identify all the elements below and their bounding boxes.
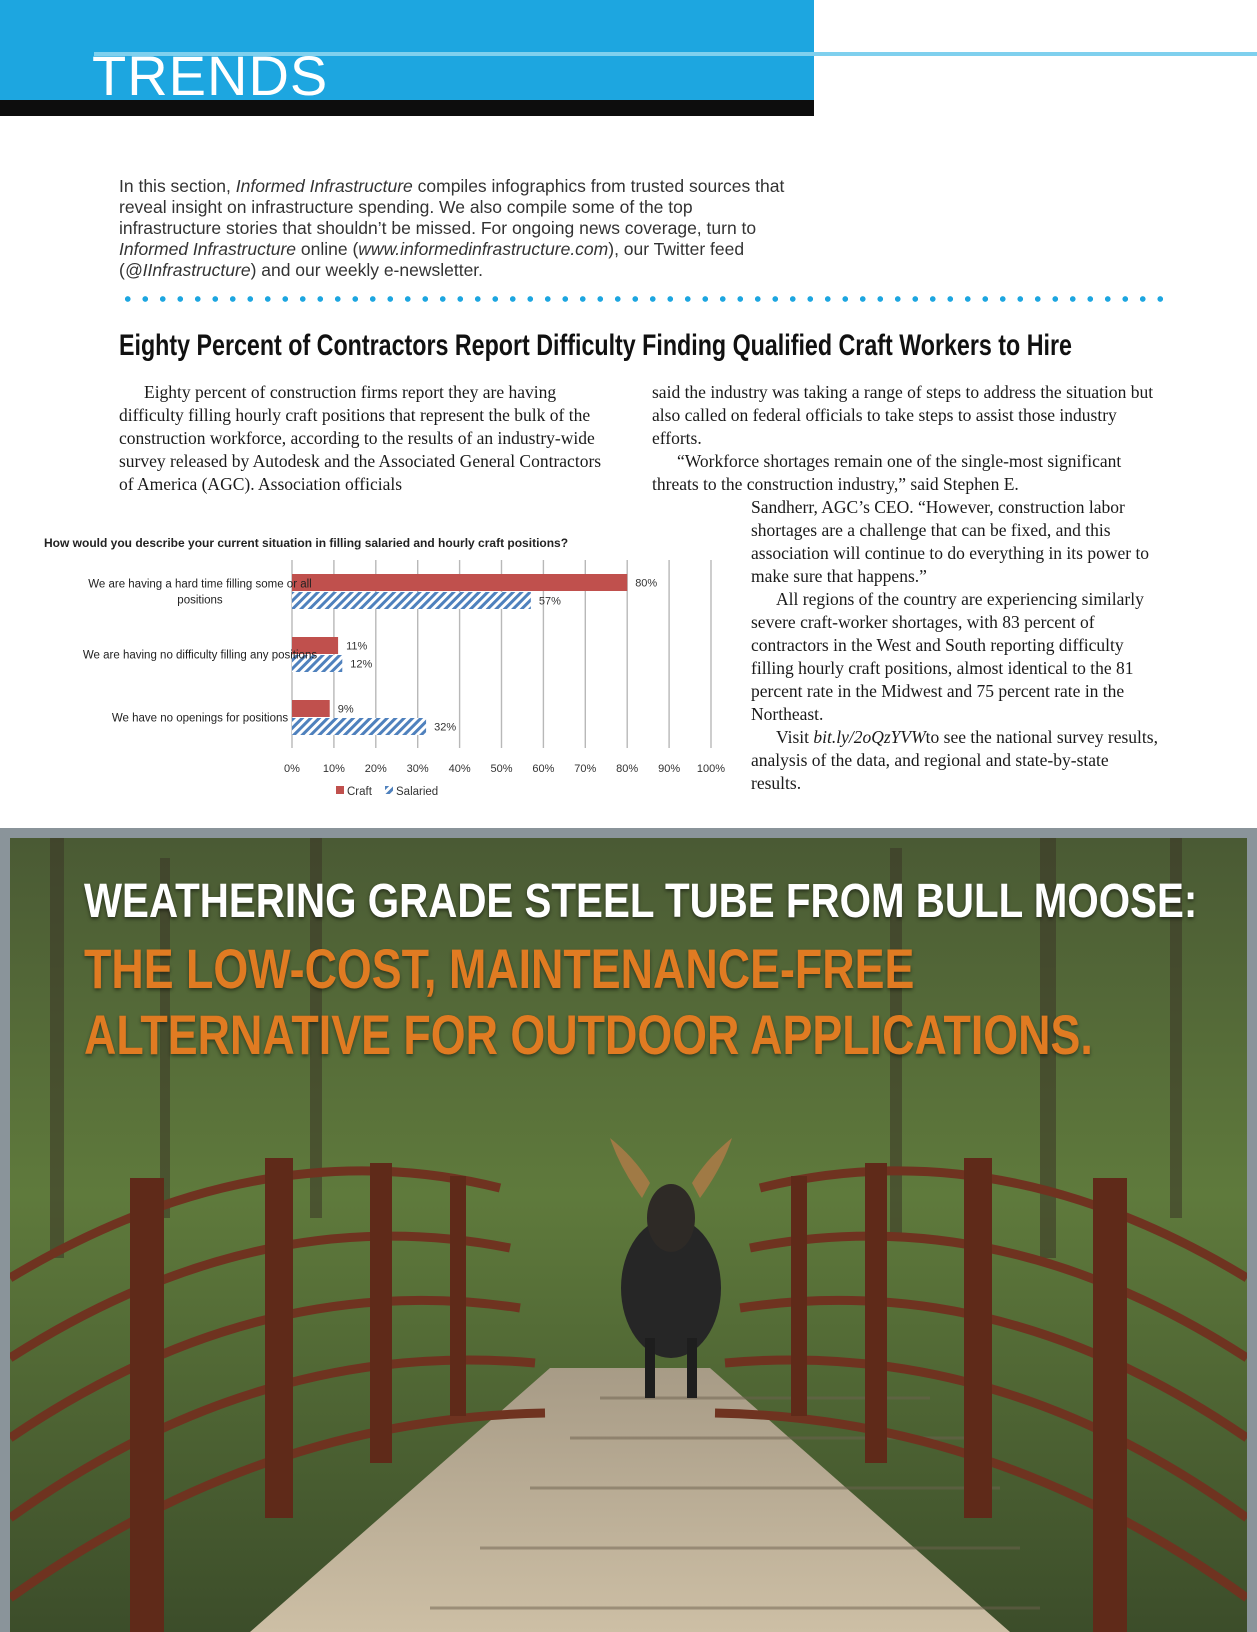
ad-image <box>10 838 1247 1632</box>
chart-x-axis <box>284 763 725 775</box>
chart-x-tick-label: 60% <box>532 763 555 775</box>
legend-label-craft: Craft <box>347 786 372 798</box>
article-quote-cont: Sandherr, AGC’s CEO. “However, construction labor shortages are a challenge that can be fixed, and this association will continue to do everything in its power to make sure that happens.” <box>751 497 1150 586</box>
article-paragraph: said the industry was taking a range of steps to address the situation but also called on federal officials to take steps to assist those industry efforts. <box>652 382 1154 448</box>
chart-data-label: 12% <box>350 658 373 671</box>
article-column-right-bottom <box>751 496 1163 795</box>
chart-x-tick-label: 80% <box>616 763 639 775</box>
intro-text: ) and our weekly e-newsletter. <box>250 259 484 280</box>
intro-paragraph <box>119 176 799 281</box>
article-text: Visit <box>776 727 814 747</box>
chart-category-label: We are having no difficulty filling any positions <box>82 649 318 662</box>
intro-text: ), our Twitter feed ( <box>119 238 745 280</box>
chart-x-tick-label: 90% <box>658 763 681 775</box>
chart-bars <box>292 574 657 735</box>
legend-label-salaried: Salaried <box>396 786 439 798</box>
chart-category-label: We are having a hard time filling some or all <box>88 578 312 591</box>
chart-y-axis <box>83 579 317 725</box>
chart-data-label: 57% <box>538 595 561 608</box>
article-paragraph <box>751 726 1163 795</box>
intro-text: compiles infographics from trusted sources that reveal insight on infrastructure spending. We also compile some of the top infrastructure stories that shouldn’t be missed. For ongoing news coverage, turn to <box>119 175 785 238</box>
chart-category-label: We have no openings for positions <box>111 712 289 725</box>
dotted-divider <box>119 295 1164 303</box>
article-quote: “Workforce shortages remain one of the single-most significant threats to the construction industry,” said Stephen E. <box>652 451 1122 494</box>
intro-publication-name: Informed Infrastructure <box>235 175 413 196</box>
chart-title: How would you describe your current situation in filling salaried and hourly craft positions? <box>44 536 569 550</box>
bull-moose-advertisement[interactable] <box>0 828 1257 1632</box>
chart-legend <box>336 786 438 798</box>
article-paragraph: All regions of the country are experiencing similarly severe craft-worker shortages, with 83 percent of contractors in the West and South reporting difficulty filling hourly craft positions, almost identical to the 81 percent rate in the Midwest and 75 percent rate in the Northeast. <box>751 589 1144 724</box>
section-title: TRENDS <box>92 44 329 107</box>
intro-website-link[interactable]: www.informedinfrastructure.com <box>358 238 609 259</box>
article-headline: Eighty Percent of Contractors Report Difficulty Finding Qualified Craft Workers to Hire <box>119 329 1072 362</box>
article-column-right-top <box>652 381 1162 496</box>
chart-bar-salaried <box>292 718 426 735</box>
chart-data-label: 80% <box>635 577 658 590</box>
chart-data-label: 9% <box>337 703 354 716</box>
intro-publication-name: Informed Infrastructure <box>119 238 297 259</box>
chart-data-label: 11% <box>346 640 368 653</box>
legend-swatch-craft <box>336 786 344 794</box>
chart-x-tick-label: 40% <box>448 763 471 775</box>
intro-text: online ( <box>296 238 359 259</box>
chart-x-tick-label: 10% <box>322 763 345 775</box>
chart-bar-craft <box>292 574 627 591</box>
chart-x-tick-label: 0% <box>284 763 300 775</box>
legend-swatch-salaried <box>385 786 393 794</box>
intro-text: In this section, <box>119 175 236 196</box>
ad-headline: WEATHERING GRADE STEEL TUBE FROM BULL MOOSE: <box>84 875 1198 928</box>
chart-x-tick-label: 20% <box>364 763 387 775</box>
chart-category-label: positions <box>177 594 223 607</box>
intro-twitter-handle[interactable]: @IInfrastructure <box>124 259 251 280</box>
article-paragraph: Eighty percent of construction firms report they are having difficulty filling hourly craft positions that represent the bulk of the construction workforce, according to the results of an industry-wide survey released by Autodesk and the Associated General Contractors of America (AGC). Association officials <box>119 382 602 494</box>
article-column-left <box>119 381 619 496</box>
chart-x-tick-label: 50% <box>490 763 513 775</box>
chart-x-tick-label: 30% <box>406 763 429 775</box>
chart-bar-salaried <box>292 592 531 609</box>
chart-x-tick-label: 100% <box>696 763 726 775</box>
article-text: to see the national survey results, analysis of the data, and regional and state-by-state results. <box>751 727 1158 793</box>
survey-bar-chart <box>0 528 740 808</box>
survey-link[interactable]: bit.ly/2oQzYVW <box>813 727 926 747</box>
chart-data-label: 32% <box>434 721 457 734</box>
chart-bar-craft <box>292 700 330 717</box>
ad-subheadline-line1: THE LOW-COST, MAINTENANCE-FREE <box>84 937 915 1000</box>
chart-x-tick-label: 70% <box>574 763 597 775</box>
ad-subheadline-line2: ALTERNATIVE FOR OUTDOOR APPLICATIONS. <box>84 1003 1093 1066</box>
